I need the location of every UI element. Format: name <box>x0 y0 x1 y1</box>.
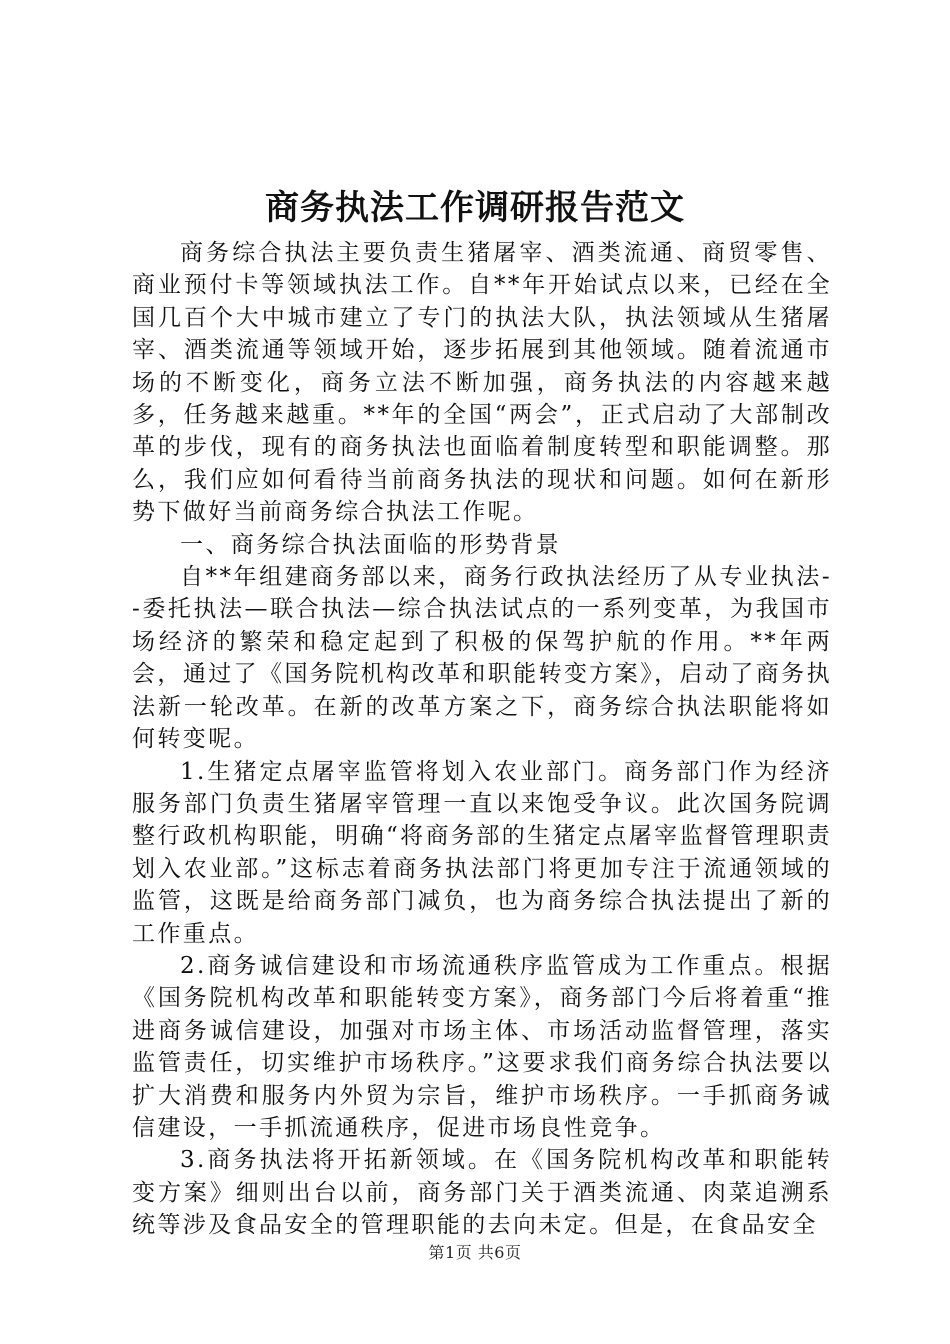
paragraph-point-1: 1.生猪定点屠宰监管将划入农业部门。商务部门作为经济服务部门负责生猪屠宰管理一直以来饱受争议。此次国务院调整行政机构职能，明确“将商务部的生猪定点屠宰监督管理职责划入农业部。”这标志着商务执法部门将更加专注于流通领域的监管，这既是给商务部门减负，也为商务综合执法提出了新的工作重点。 <box>132 758 832 947</box>
document-title: 商务执法工作调研报告范文 <box>265 188 685 228</box>
paragraph-point-3: 3.商务执法将开拓新领域。在《国务院机构改革和职能转变方案》细则出台以前，商务部门关于酒类流通、肉菜追溯系统等涉及食品安全的管理职能的去向未定。但是，在食品安全 <box>132 1147 832 1239</box>
paragraph-intro: 商务综合执法主要负责生猪屠宰、酒类流通、商贸零售、商业预付卡等领域执法工作。自**年开始试点以来，已经在全国几百个大中城市建立了专门的执法大队，执法领域从生猪屠宰、酒类流通等领域开始，逐步拓展到其他领域。随着流通市场的不断变化，商务立法不断加强，商务执法的内容越来越多，任务越来越重。**年的全国“两会”，正式启动了大部制改革的步伐，现有的商务执法也面临着制度转型和职能调整。那么，我们应如何看待当前商务执法的现状和问题。如何在新形势下做好当前商务综合执法工作呢。 <box>132 240 832 526</box>
document-body <box>132 237 832 1242</box>
page-footer: 第1页 共6页 <box>428 1243 522 1262</box>
section-heading: 一、商务综合执法面临的形势背景 <box>180 531 561 558</box>
paragraph-point-2: 2.商务诚信建设和市场流通秩序监管成为工作重点。根据《国务院机构改革和职能转变方案》，商务部门今后将着重“推进商务诚信建设，加强对市场主体、市场活动监督管理，落实监管责任，切实维护市场秩序。”这要求我们商务综合执法要以扩大消费和服务内外贸为宗旨，维护市场秩序。一手抓商务诚信建设，一手抓流通秩序，促进市场良性竞争。 <box>132 952 832 1141</box>
paragraph-background: 自**年组建商务部以来，商务行政执法经历了从专业执法--委托执法—联合执法—综合执法试点的一系列变革，为我国市场经济的繁荣和稳定起到了积极的保驾护航的作用。**年两会，通过了《国务院机构改革和职能转变方案》，启动了商务执法新一轮改革。在新的改革方案之下，商务综合执法职能将如何转变呢。 <box>132 564 832 753</box>
